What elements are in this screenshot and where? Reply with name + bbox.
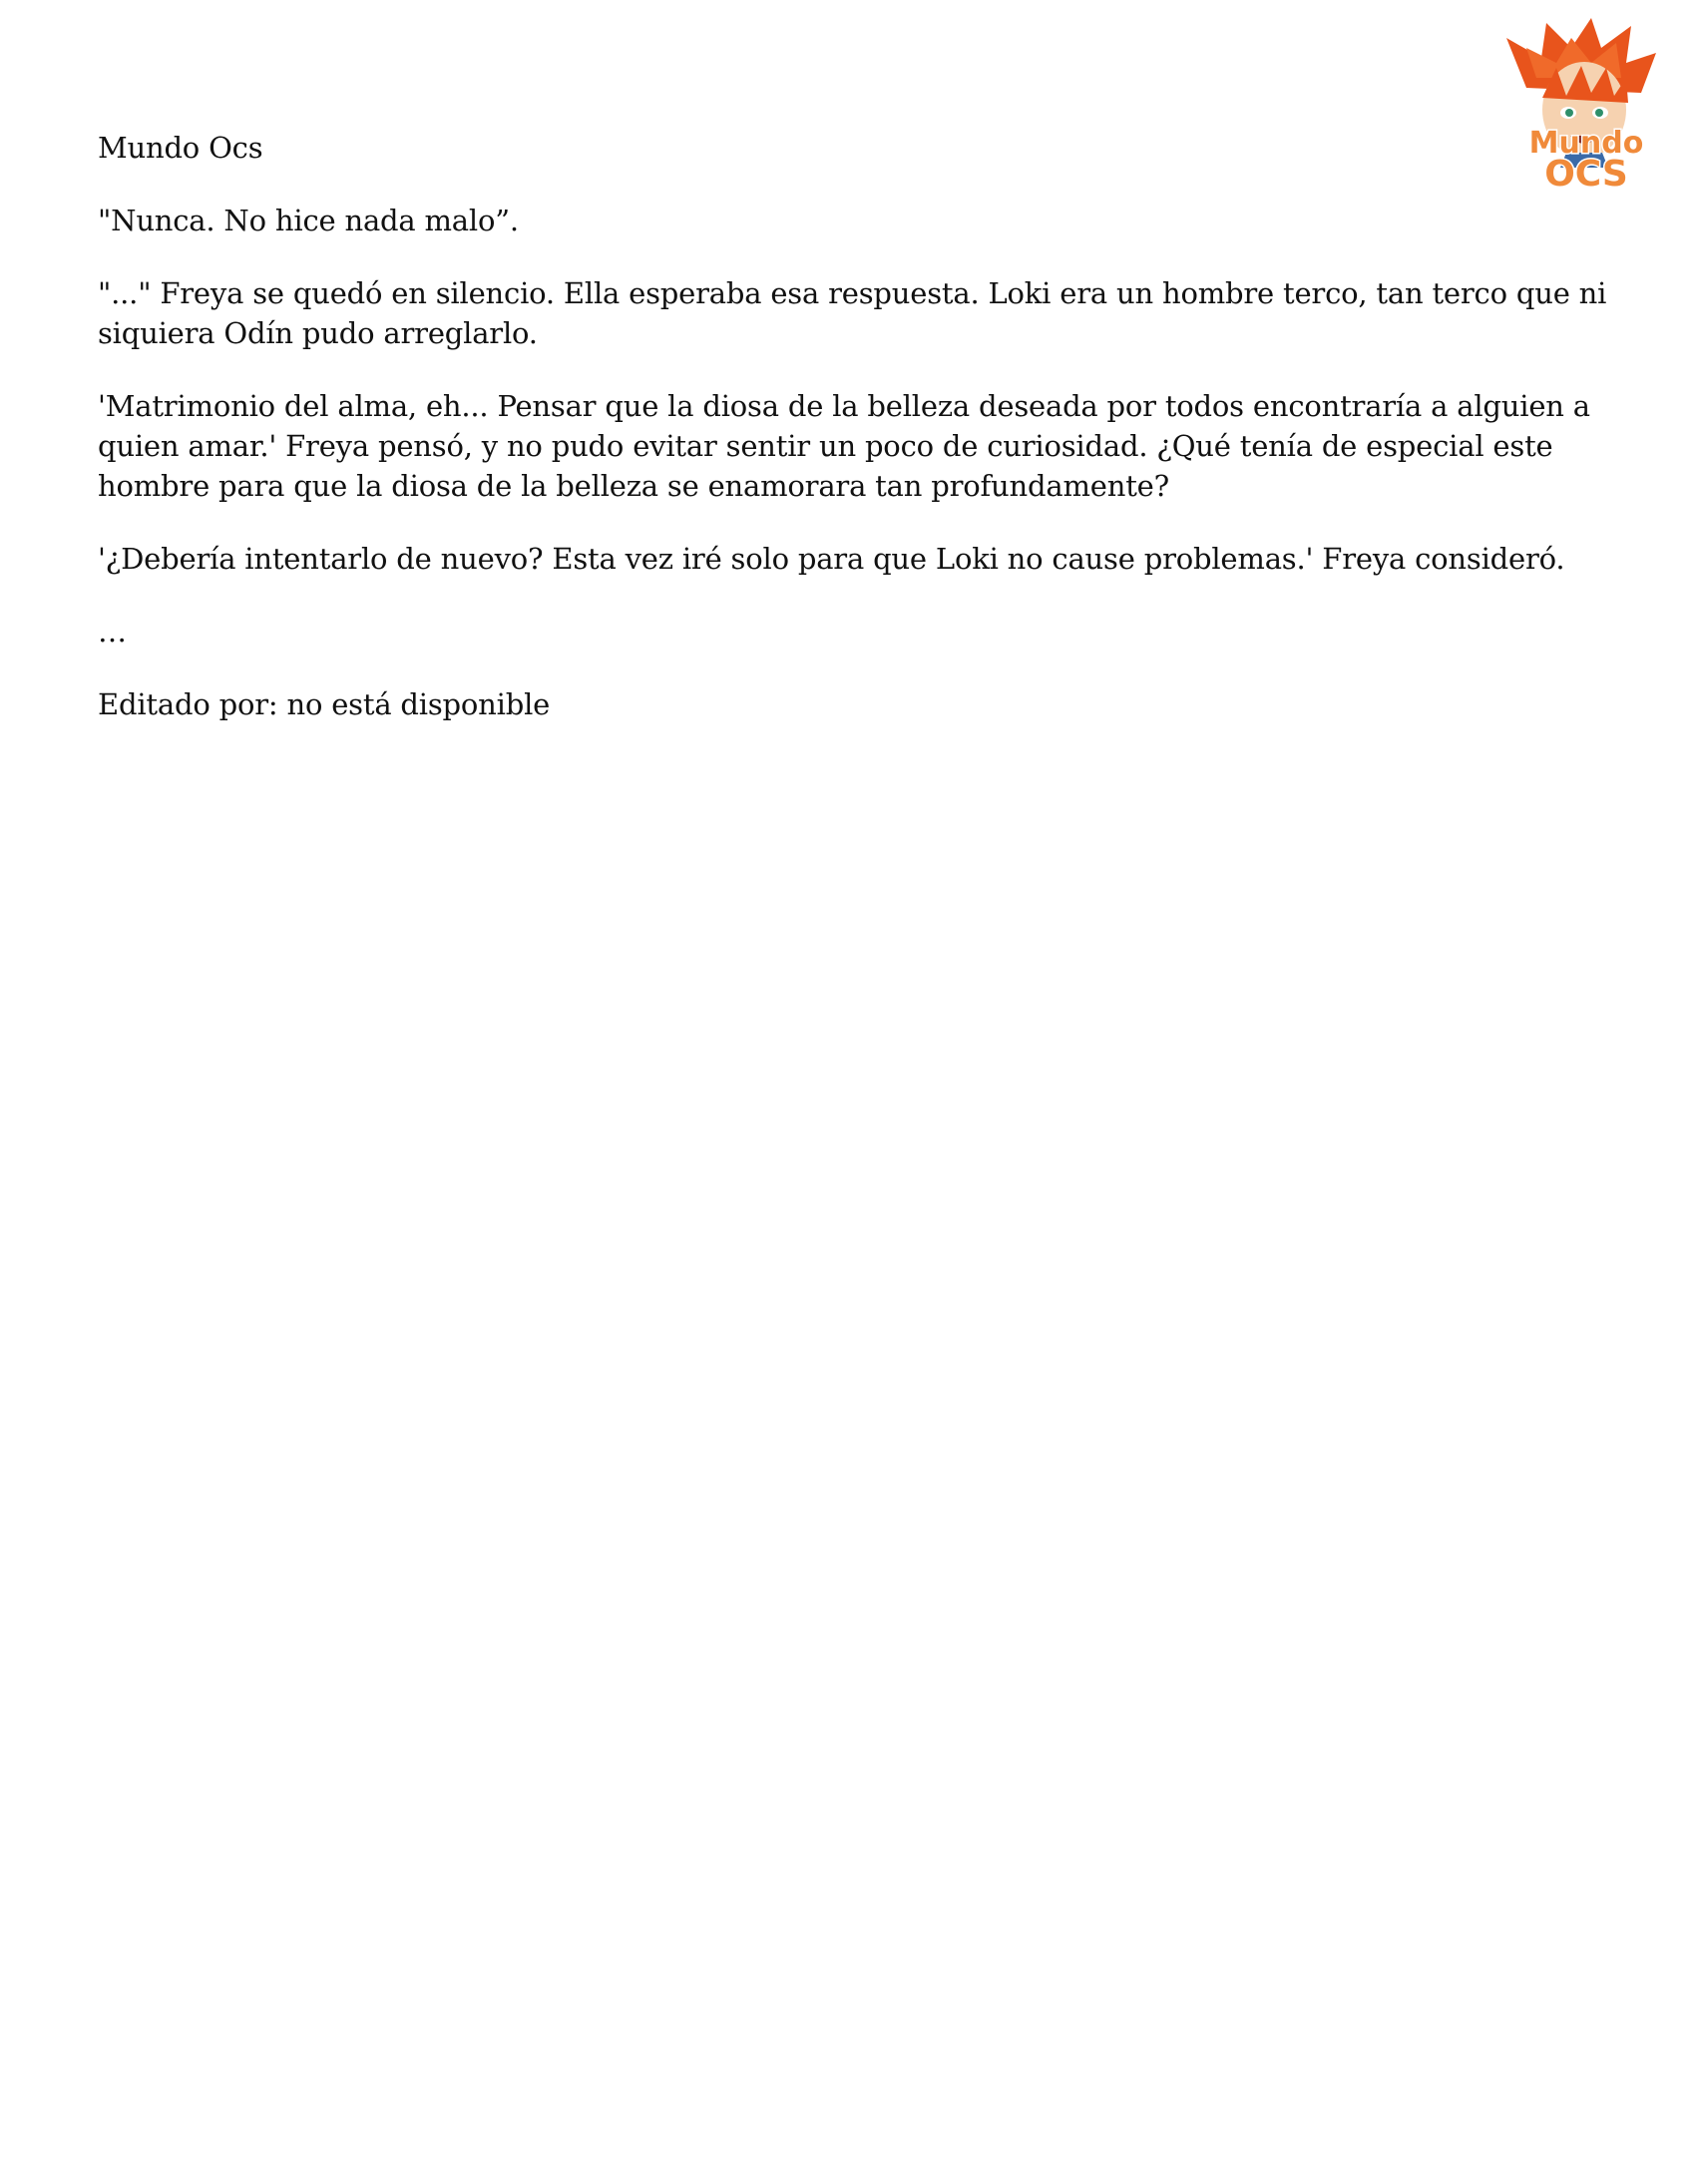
paragraph-1: "Nunca. No hice nada malo”.: [98, 204, 519, 237]
logo-text-mundo: Mundo: [1528, 126, 1644, 161]
document-content: [98, 128, 1634, 757]
site-name-heading: Mundo Ocs: [98, 131, 263, 165]
paragraph-3: 'Matrimonio del alma, eh... Pensar que la diosa de la belleza deseada por todos encontraría a alguien a quien amar.' Freya pensó, y no pudo evitar sentir un poco de curiosidad. ¿Qué tenía de especial este hombre para que la diosa de la belleza se enamorara tan profundamente?: [98, 389, 1590, 503]
paragraph-2: "..." Freya se quedó en silencio. Ella esperaba esa respuesta. Loki era un hombre terco, tan terco que ni siquiera Odín pudo arreglarlo.: [98, 276, 1607, 350]
editor-credit: Editado por: no está disponible: [98, 687, 551, 721]
logo-text-ocs: OCS: [1544, 154, 1628, 193]
paragraph-4: '¿Debería intentarlo de nuevo? Esta vez iré solo para que Loki no cause problemas.' Freya consideró.: [98, 542, 1565, 576]
ellipsis-separator: …: [98, 615, 127, 649]
